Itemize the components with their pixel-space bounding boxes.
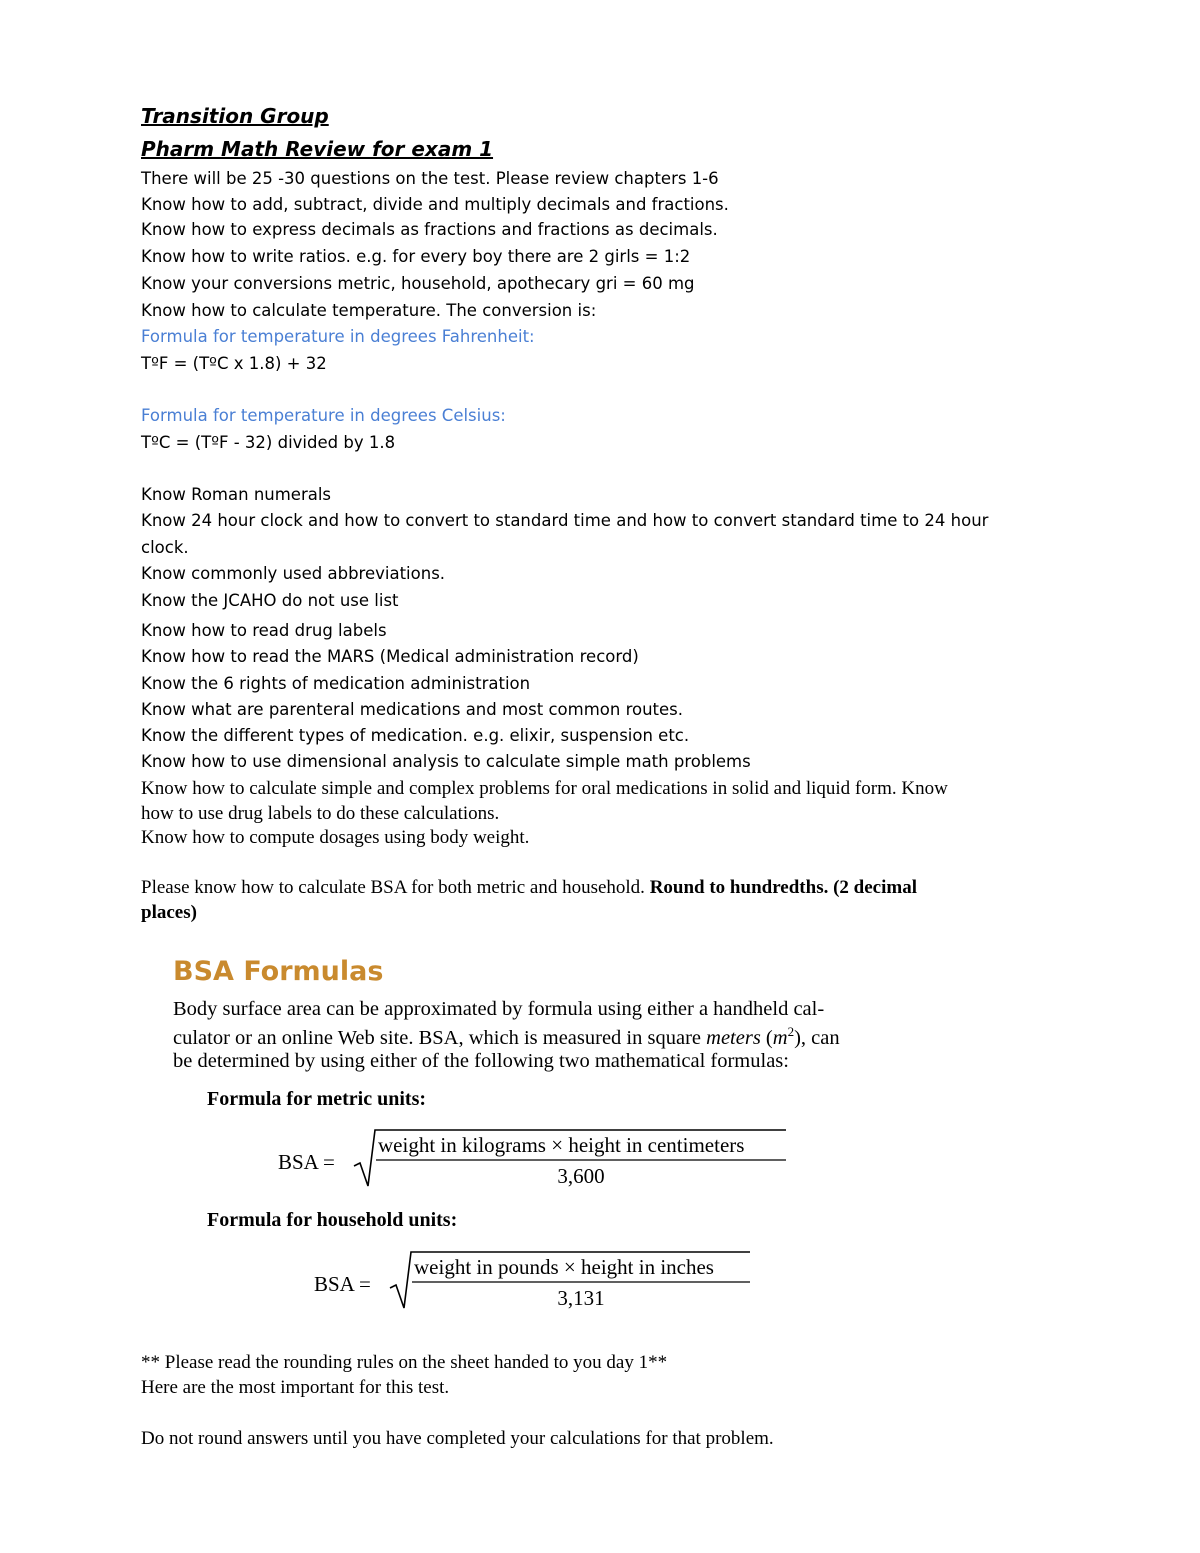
formula-lhs: BSA = bbox=[278, 1150, 335, 1174]
text-line: how to use drug labels to do these calculations. bbox=[141, 803, 500, 824]
bsa-figure-title: BSA Formulas bbox=[173, 956, 384, 987]
text-line: Know how to compute dosages using body weight. bbox=[141, 827, 530, 848]
text-line: Know how to calculate temperature. The conversion is: bbox=[141, 301, 597, 320]
bsa-instruction-bold-cont: places) bbox=[141, 902, 197, 923]
text-line: Know your conversions metric, household, apothecary gri = 60 mg bbox=[141, 274, 695, 293]
doc-title-line1: Transition Group bbox=[141, 104, 329, 128]
text-line: Know the different types of medication. e.g. elixir, suspension etc. bbox=[141, 726, 690, 745]
formula-numerator: weight in pounds × height in inches bbox=[414, 1255, 714, 1279]
figure-para-line: be determined by using either of the following two mathematical formulas: bbox=[173, 1050, 789, 1072]
bsa-instruction bbox=[141, 878, 917, 897]
footer-line: Do not round answers until you have completed your calculations for that problem. bbox=[141, 1428, 774, 1449]
footer-line: ** Please read the rounding rules on the sheet handed to you day 1** bbox=[141, 1352, 668, 1373]
metric-formula bbox=[278, 1126, 798, 1192]
figure-para-line: Body surface area can be approximated by formula using either a handheld cal- bbox=[173, 998, 825, 1020]
bsa-instruction-bold: Round to hundredths. (2 decimal bbox=[649, 877, 917, 898]
text-line: Know how to express decimals as fractions and fractions as decimals. bbox=[141, 220, 718, 239]
text-line: clock. bbox=[141, 538, 189, 557]
formula-numerator: weight in kilograms × height in centimeters bbox=[378, 1133, 745, 1157]
text-line: Know what are parenteral medications and most common routes. bbox=[141, 700, 684, 719]
household-formula bbox=[314, 1248, 764, 1314]
text-line: There will be 25 -30 questions on the test. Please review chapters 1-6 bbox=[141, 169, 719, 188]
text-line: Know the 6 rights of medication administration bbox=[141, 674, 531, 693]
celsius-formula: TºC = (TºF - 32) divided by 1.8 bbox=[141, 433, 396, 452]
text-line: Know Roman numerals bbox=[141, 485, 332, 504]
fahrenheit-formula: TºF = (TºC x 1.8) + 32 bbox=[141, 354, 327, 373]
fahrenheit-heading: Formula for temperature in degrees Fahrenheit: bbox=[141, 327, 535, 346]
text-line: Know how to use dimensional analysis to calculate simple math problems bbox=[141, 752, 751, 771]
text-line: Know how to read drug labels bbox=[141, 621, 387, 640]
doc-title-line2: Pharm Math Review for exam 1 bbox=[141, 137, 494, 161]
formula-lhs: BSA = bbox=[314, 1272, 371, 1296]
figure-para-line: culator or an online Web site. BSA, which is measured in square meters $(m^2)$, can bbox=[173, 1024, 840, 1049]
text-line: Know how to write ratios. e.g. for every boy there are 2 girls = 1:2 bbox=[141, 247, 691, 266]
text-line: Know the JCAHO do not use list bbox=[141, 591, 399, 610]
bsa-instruction-text: Please know how to calculate BSA for both metric and household. bbox=[141, 877, 650, 898]
household-heading: Formula for household units: bbox=[207, 1209, 458, 1231]
text-line: Know how to add, subtract, divide and multiply decimals and fractions. bbox=[141, 195, 729, 214]
formula-denominator: 3,600 bbox=[557, 1164, 605, 1188]
text-line: Know how to read the MARS (Medical administration record) bbox=[141, 647, 639, 666]
text-line: Know how to calculate simple and complex problems for oral medications in solid and liquid form. Know bbox=[141, 778, 948, 799]
celsius-heading: Formula for temperature in degrees Celsius: bbox=[141, 406, 506, 425]
formula-denominator: 3,131 bbox=[557, 1286, 605, 1310]
text-line: Know 24 hour clock and how to convert to standard time and how to convert standard time to 24 hour bbox=[141, 511, 989, 530]
text-line: Know commonly used abbreviations. bbox=[141, 564, 446, 583]
metric-heading: Formula for metric units: bbox=[207, 1088, 427, 1110]
footer-line: Here are the most important for this test. bbox=[141, 1377, 450, 1398]
